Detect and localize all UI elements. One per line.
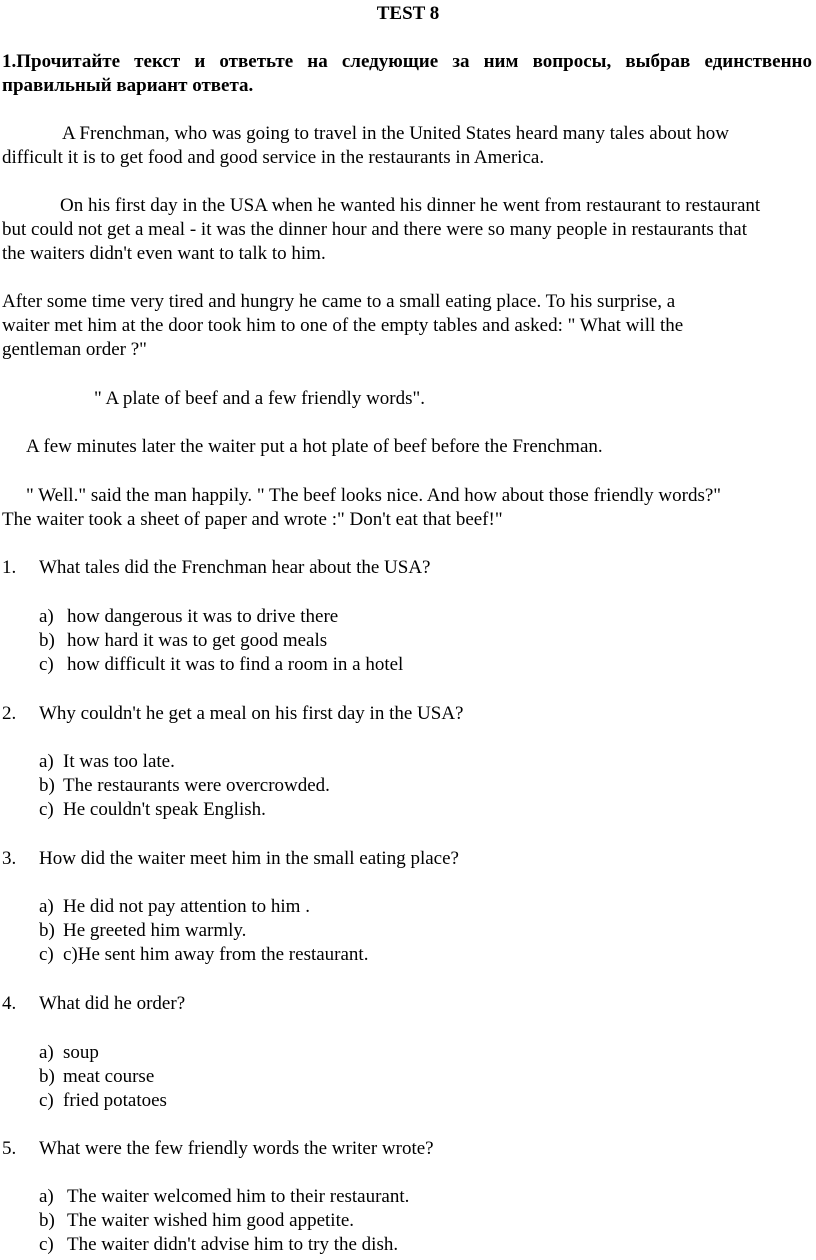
story-line: waiter met him at the door took him to one of the empty tables and asked: " What will the: [2, 315, 684, 336]
question-number: 5.: [2, 1138, 17, 1159]
story-line: difficult it is to get food and good service in the restaurants in America.: [2, 147, 545, 168]
story-line: A few minutes later the waiter put a hot plate of beef before the Frenchman.: [26, 436, 603, 457]
option-text: The waiter welcomed him to their restaurant.: [67, 1186, 410, 1207]
option-letter: b): [39, 1210, 55, 1231]
question-text: How did the waiter meet him in the small eating place?: [39, 848, 459, 869]
option-letter: b): [39, 1066, 55, 1087]
option-letter: a): [39, 896, 54, 917]
option-text: how hard it was to get good meals: [67, 630, 328, 651]
story-line: " Well." said the man happily. " The beef looks nice. And how about those friendly words?": [26, 485, 722, 506]
option-text: The waiter wished him good appetite.: [67, 1210, 355, 1231]
option-letter: c): [39, 1234, 54, 1255]
question-text: What were the few friendly words the writer wrote?: [39, 1138, 434, 1159]
question-number: 1.: [2, 557, 17, 578]
question-text: Why couldn't he get a meal on his first day in the USA?: [39, 703, 464, 724]
story-line: the waiters didn't even want to talk to him.: [2, 243, 326, 264]
option-letter: c): [39, 654, 54, 675]
question-number: 4.: [2, 993, 17, 1014]
story-line: The waiter took a sheet of paper and wrote :" Don't eat that beef!": [2, 509, 503, 530]
story-line: gentleman order ?": [2, 339, 147, 360]
option-letter: c): [39, 1090, 54, 1111]
story-line: After some time very tired and hungry he came to a small eating place. To his surprise, a: [2, 291, 676, 312]
story-line: but could not get a meal - it was the dinner hour and there were so many people in restaurants that: [2, 219, 747, 240]
page-title: TEST 8: [376, 3, 440, 24]
option-letter: c): [39, 799, 54, 820]
option-text: fried potatoes: [63, 1090, 167, 1111]
question-text: What did he order?: [39, 993, 186, 1014]
task-instruction: 1.Прочитайте текст и ответьте на следующие за ним вопросы, выбрав единственно правильный вариант ответа.: [2, 51, 812, 96]
option-text: He did not pay attention to him .: [63, 896, 310, 917]
option-letter: c): [39, 944, 54, 965]
story-line: " A plate of beef and a few friendly words".: [94, 388, 426, 409]
option-letter: a): [39, 1186, 54, 1207]
question-number: 2.: [2, 703, 17, 724]
option-text: It was too late.: [63, 751, 175, 772]
option-text: c)He sent him away from the restaurant.: [63, 944, 369, 965]
option-text: He couldn't speak English.: [63, 799, 266, 820]
story-line: A Frenchman, who was going to travel in the United States heard many tales about how: [62, 123, 729, 144]
option-text: how dangerous it was to drive there: [67, 606, 339, 627]
option-letter: b): [39, 920, 55, 941]
option-text: how difficult it was to find a room in a hotel: [67, 654, 404, 675]
option-text: meat course: [63, 1066, 155, 1087]
option-text: The waiter didn't advise him to try the dish.: [67, 1234, 399, 1255]
option-text: The restaurants were overcrowded.: [63, 775, 330, 796]
question-number: 3.: [2, 848, 17, 869]
option-letter: a): [39, 1042, 54, 1063]
option-letter: b): [39, 630, 55, 651]
story-line: On his first day in the USA when he wanted his dinner he went from restaurant to restaurant: [60, 195, 761, 216]
option-text: soup: [63, 1042, 99, 1063]
question-text: What tales did the Frenchman hear about the USA?: [39, 557, 431, 578]
option-text: He greeted him warmly.: [63, 920, 247, 941]
option-letter: b): [39, 775, 55, 796]
option-letter: a): [39, 606, 54, 627]
option-letter: a): [39, 751, 54, 772]
